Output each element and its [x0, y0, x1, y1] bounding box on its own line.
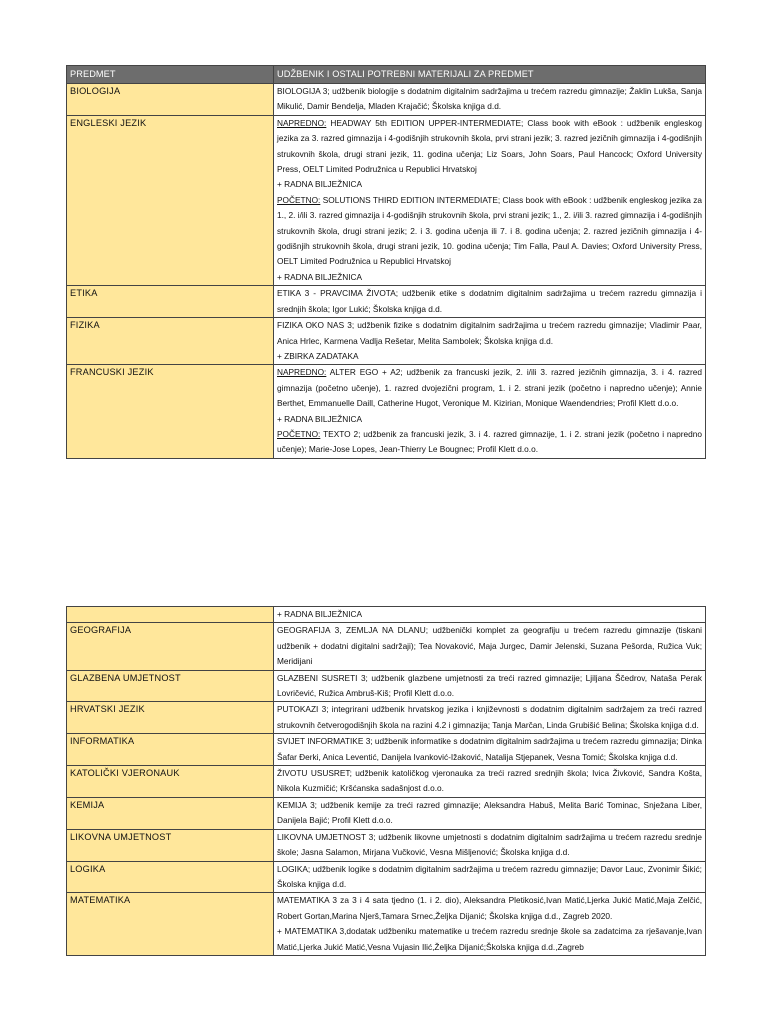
- subject-cell: HRVATSKI JEZIK: [67, 702, 274, 734]
- material-text: LOGIKA; udžbenik logike s dodatnim digitalnim sadržajima u trećem razredu gimnazije; Davor Lauc, Zvonimir Šikić; Školska knjiga d.d.: [277, 863, 702, 889]
- material-text: ETIKA 3 - PRAVCIMA ŽIVOTA; udžbenik etike s dodatnim digitalnim sadržajima u trećem razredu gimnazija i srednjih škola; Igor Lukić; Školska knjiga d.d.: [277, 288, 702, 314]
- material-text: ALTER EGO + A2; udžbenik za francuski jezik, 2. i/ili 3. razred jezičnih gimnazija, 3. i 4. razred gimnazija (početno učenje), 1. razred dvojezični program, 1. i 2. strani jezik (početno i napredno učenje); Annie Berthet, Emmanuelle Daill, Catherine Hugot, Veronique M. Kizirian, Monique Waendendries; Profil Klett d.o.o.: [277, 367, 702, 409]
- materials-cell: [274, 115, 706, 285]
- level-label: POČETNO:: [277, 428, 321, 439]
- subject-cell: FRANCUSKI JEZIK: [67, 365, 274, 458]
- material-text: + RADNA BILJEŽNICA: [277, 179, 363, 190]
- material-line: [277, 607, 702, 622]
- table-row: [67, 670, 706, 702]
- material-text: GEOGRAFIJA 3, ZEMLJA NA DLANU; udžbenički komplet za geografiju u trećem razredu gimnazije (tiskani udžbenik + dodatni digitalni sadržaji); Tea Novaković, Maja Jurgec, Damir Jelenski, Suzana Pešorda, Ružica Vuk; Meridijani: [277, 625, 702, 667]
- table-row: [67, 365, 706, 458]
- material-line: [277, 862, 702, 893]
- materials-cell: [274, 734, 706, 766]
- materials-cell: [274, 797, 706, 829]
- material-line: [277, 193, 702, 270]
- material-line: [277, 270, 702, 285]
- materials-cell: [274, 623, 706, 670]
- materials-cell: [274, 607, 706, 623]
- table-row: [67, 115, 706, 285]
- material-text: SOLUTIONS THIRD EDITION INTERMEDIATE; Class book with eBook : udžbenik engleskog jezika za 1., 2. i/ili 3. razred gimnazija i 4-godišnjih strukovnih škola, prvi strani jezik; 1., 2. i/ili 3. razred gimnazija i 4-godišnjih strukovnih škola, drugi strani jezik; 2. i 3. godina učenja ili 7. i 8. godina učenja; 2. razred jezičnih gimnazija i 4-godišnjih strukovnih škola, drugi strani jezik, 10. godina učenja; Tim Falla, Paul A. Davies; Oxford University Press, OELT Limited Podružnica u Republici Hrvatskoj: [277, 194, 702, 267]
- table-row: [67, 84, 706, 116]
- level-label: NAPREDNO:: [277, 367, 327, 378]
- subject-cell: LIKOVNA UMJETNOST: [67, 829, 274, 861]
- table-row: [67, 318, 706, 365]
- material-line: [277, 116, 702, 178]
- subject-cell: INFORMATIKA: [67, 734, 274, 766]
- materials-cell: [274, 861, 706, 893]
- materials-cell: [274, 318, 706, 365]
- material-line: [277, 365, 702, 411]
- level-label: NAPREDNO:: [277, 117, 327, 128]
- material-text: + RADNA BILJEŽNICA: [277, 413, 363, 424]
- materials-cell: [274, 84, 706, 116]
- material-text: PUTOKAZI 3; integrirani udžbenik hrvatskog jezika i književnosti s dodatnim digitalnim sadržajem za treći razred strukovnih četverogodišnjih škola na razini 4.2 i gimnazija; Tanja Marčan, Linda Grubišić Belina; Školska knjiga d.d.: [277, 704, 702, 730]
- materials-cell: [274, 702, 706, 734]
- table-row: [67, 797, 706, 829]
- material-text: MATEMATIKA 3 za 3 i 4 sata tjedno (1. i 2. dio), Aleksandra Pletikosić,Ivan Matić,Ljerka Jukić Matić,Maja Zelčić, Robert Gortan,Marina Njerš,Tamara Srnec,Željka Dijanić; Školska knjiga d.d., Zagreb 2020.: [277, 895, 702, 921]
- table-row: [67, 702, 706, 734]
- material-text: GLAZBENI SUSRETI 3; udžbenik glazbene umjetnosti za treći razred gimnazije; Ljiljana Ščedrov, Nataša Perak Lovričević, Ružica Ambruš-Kiš; Profil Klett d.o.o.: [277, 672, 702, 699]
- table-row: [67, 286, 706, 318]
- material-text: TEXTO 2; udžbenik za francuski jezik, 3. i 4. razred gimnazije, 1. i 2. strani jezik (početno i napredno učenje); Marie-Jose Lopes, Jean-Thierry Le Bougnec; Profil Klett d.o.o.: [277, 428, 702, 455]
- textbook-table-top: [66, 65, 706, 459]
- material-line: [277, 286, 702, 317]
- material-line: [277, 671, 702, 702]
- subject-cell: [67, 607, 274, 623]
- material-line: [277, 830, 702, 861]
- subject-cell: GEOGRAFIJA: [67, 623, 274, 670]
- material-text: + MATEMATIKA 3,dodatak udžbeniku matematike u trećem razredu srednje škole sa zadatcima za rješavanje,Ivan Matić,Ljerka Jukić Matić,Vesna Vujasin Ilić,Željka Dijanić;Školska knjiga d.d.,Zagreb: [277, 926, 702, 952]
- material-line: [277, 349, 702, 364]
- material-line: [277, 766, 702, 797]
- material-line: [277, 893, 702, 924]
- table-row: [67, 829, 706, 861]
- table-row: [67, 607, 706, 623]
- material-line: [277, 427, 702, 458]
- subject-cell: ENGLESKI JEZIK: [67, 115, 274, 285]
- subject-cell: FIZIKA: [67, 318, 274, 365]
- material-text: + RADNA BILJEŽNICA: [277, 271, 363, 282]
- materials-cell: [274, 365, 706, 458]
- subject-cell: ETIKA: [67, 286, 274, 318]
- level-label: POČETNO:: [277, 194, 321, 205]
- materials-cell: [274, 670, 706, 702]
- materials-cell: [274, 766, 706, 798]
- material-line: [277, 623, 702, 669]
- material-line: [277, 84, 702, 115]
- material-line: [277, 318, 702, 349]
- subject-cell: LOGIKA: [67, 861, 274, 893]
- table-row: [67, 734, 706, 766]
- material-text: ŽIVOTU USUSRET; udžbenik katoličkog vjeronauka za treći razred srednjih škola; Ivica Živković, Sandra Košta, Nikola Kuzmičić; Kršćanska sadašnjost d.o.o.: [277, 768, 702, 794]
- materials-cell: [274, 829, 706, 861]
- material-line: [277, 798, 702, 829]
- header-materials: UDŽBENIK I OSTALI POTREBNI MATERIJALI ZA PREDMET: [274, 66, 706, 84]
- material-text: HEADWAY 5th EDITION UPPER-INTERMEDIATE; Class book with eBook : udžbenik engleskog jezika za 3. razred gimnazija i 4-godišnjih strukovnih škola, prvi strani jezik; 3. razred jezičnih gimnazija i 4-godišnjih strukovnih škola, drugi strani jezik, 11. godina učenja; Liz Soars, John Soars, Paul Hancock; Oxford University Press, OELT Limited Podružnica u Republici Hrvatskoj: [277, 117, 702, 175]
- table-row: [67, 861, 706, 893]
- table-row: [67, 623, 706, 670]
- material-line: [277, 702, 702, 733]
- subject-cell: MATEMATIKA: [67, 893, 274, 956]
- subject-cell: KEMIJA: [67, 797, 274, 829]
- table-header-row: [67, 66, 706, 84]
- material-line: [277, 734, 702, 765]
- material-text: KEMIJA 3; udžbenik kemije za treći razred gimnazije; Aleksandra Habuš, Melita Barić Tominac, Snježana Liber, Danijela Bajić; Profil Klett d.o.o.: [277, 799, 702, 826]
- materials-cell: [274, 893, 706, 956]
- material-text: + RADNA BILJEŽNICA: [277, 609, 363, 619]
- table-row: [67, 766, 706, 798]
- subject-cell: KATOLIČKI VJERONAUK: [67, 766, 274, 798]
- subject-cell: BIOLOGIJA: [67, 84, 274, 116]
- material-text: LIKOVNA UMJETNOST 3; udžbenik likovne umjetnosti s dodatnim digitalnim sadržajima u trećem razredu srednje škole; Jasna Salamon, Mirjana Vučković, Vesna Mišljenović; Školska knjiga d.d.: [277, 831, 702, 858]
- material-line: [277, 412, 702, 427]
- material-text: BIOLOGIJA 3; udžbenik biologije s dodatnim digitalnim sadržajima u trećem razredu gimnazije; Žaklin Lukša, Sanja Mikulić, Damir Bendelja, Mladen Krajačić; Školska knjiga d.d.: [277, 86, 702, 112]
- textbook-table-bottom: [66, 606, 706, 956]
- material-line: [277, 177, 702, 192]
- header-subject: PREDMET: [67, 66, 274, 84]
- table-row: [67, 893, 706, 956]
- materials-cell: [274, 286, 706, 318]
- material-line: [277, 924, 702, 955]
- material-text: FIZIKA OKO NAS 3; udžbenik fizike s dodatnim digitalnim sadržajima u trećem razredu gimnazije; Vladimir Paar, Anica Hrlec, Karmena Vadlja Rešetar, Melita Sambolek; Školska knjiga d.d.: [277, 320, 702, 346]
- material-text: SVIJET INFORMATIKE 3; udžbenik informatike s dodatnim digitalnim sadržajima u trećem razredu gimnazija; Dinka Šafar Đerki, Anica Leventić, Danijela Ivanković-Ižaković, Natalija Stjepanek, Vesna Tomić; Školska knjiga d.d.: [277, 736, 702, 762]
- subject-cell: GLAZBENA UMJETNOST: [67, 670, 274, 702]
- material-text: + ZBIRKA ZADATAKA: [277, 350, 359, 361]
